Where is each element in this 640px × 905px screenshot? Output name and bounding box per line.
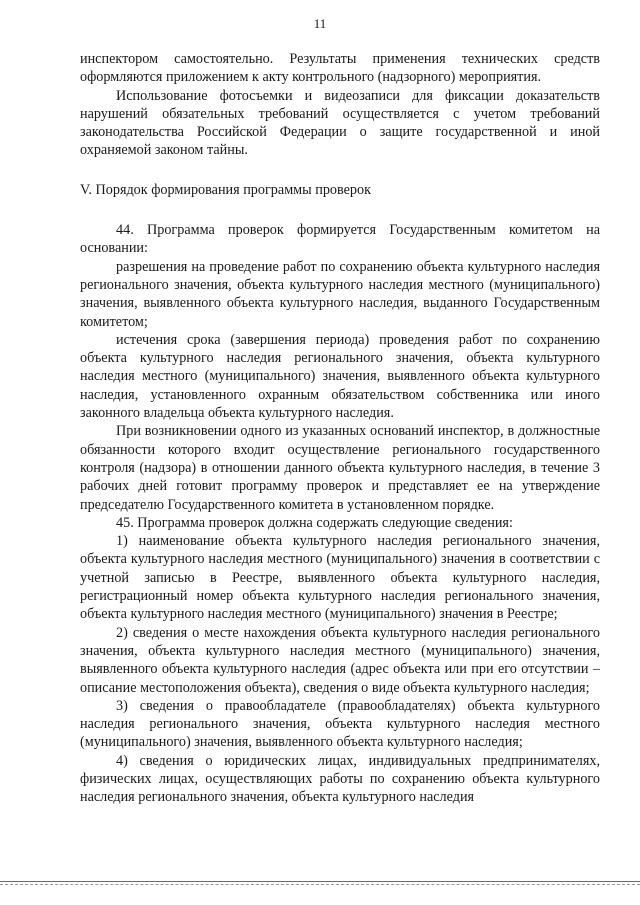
footer-rule-dashed — [0, 884, 640, 885]
paragraph-45-item-4: 4) сведения о юридических лицах, индивидуальных предпринимателях, физических лицах, осуществляющих работы по сохранению объекта культурного наследия регионального значения, объекта культурного наследия — [80, 752, 600, 806]
paragraph-44-expiry: истечения срока (завершения периода) проведения работ по сохранению объекта культурного наследия регионального значения, объекта культурного наследия местного (муниципального) значения, выявленного объекта культурного наследия, установленного охранным обязательством собственника или иного законного владельца объекта культурного наследия. — [80, 331, 600, 422]
paragraph-45: 45. Программа проверок должна содержать следующие сведения: — [116, 514, 513, 531]
paragraph-45-item-3: 3) сведения о правообладателе (правообладателях) объекта культурного наследия регионального значения, объекта культурного наследия местного (муниципального) значения, выявленного объекта культурного наследия; — [80, 697, 600, 751]
paragraph-44-permit: разрешения на проведение работ по сохранению объекта культурного наследия регионального значения, объекта культурного наследия местного (муниципального) значения, выявленного объекта культурного наследия, выданного Государственным комитетом; — [80, 258, 600, 330]
paragraph-45-item-2: 2) сведения о месте нахождения объекта культурного наследия регионального значения, объекта культурного наследия местного (муниципального) значения, выявленного объекта культурного наследия (адрес объекта или при его отсутствии – описание местоположения объекта), сведения о виде объекта культурного наследия; — [80, 624, 600, 696]
paragraph-continuation: инспектором самостоятельно. Результаты применения технических средств оформляются приложением к акту контрольного (надзорного) мероприятия. — [80, 51, 600, 86]
document-body — [80, 50, 600, 807]
paragraph-photo-video: Использование фотосъемки и видеозаписи для фиксации доказательств нарушений обязательных требований осуществляется с учетом требований законодательства Российской Федерации о защите государственной и иной охраняемой законом тайны. — [80, 87, 600, 159]
paragraph-44: 44. Программа проверок формируется Государственным комитетом на основании: — [80, 222, 600, 257]
paragraph-44-inspector: При возникновении одного из указанных оснований инспектор, в должностные обязанности которого входит осуществление регионального государственного контроля (надзора) в отношении данного объекта культурного наследия, в течение 3 рабочих дней готовит программу проверок и представляет ее на утверждение председателю Государственного комитета в установленном порядке. — [80, 423, 600, 513]
section-heading: V. Порядок формирования программы проверок — [80, 181, 372, 198]
paragraph-45-item-1: 1) наименование объекта культурного наследия регионального значения, объекта культурного наследия местного (муниципального) значения в соответствии с учетной записью в Реестре, выявленного объекта культурного наследия, регистрационный номер объекта культурного наследия регионального значения, объекта культурного наследия местного (муниципального) значения в Реестре; — [80, 533, 600, 623]
page-number: 11 — [313, 16, 327, 31]
footer-rule — [0, 881, 640, 882]
